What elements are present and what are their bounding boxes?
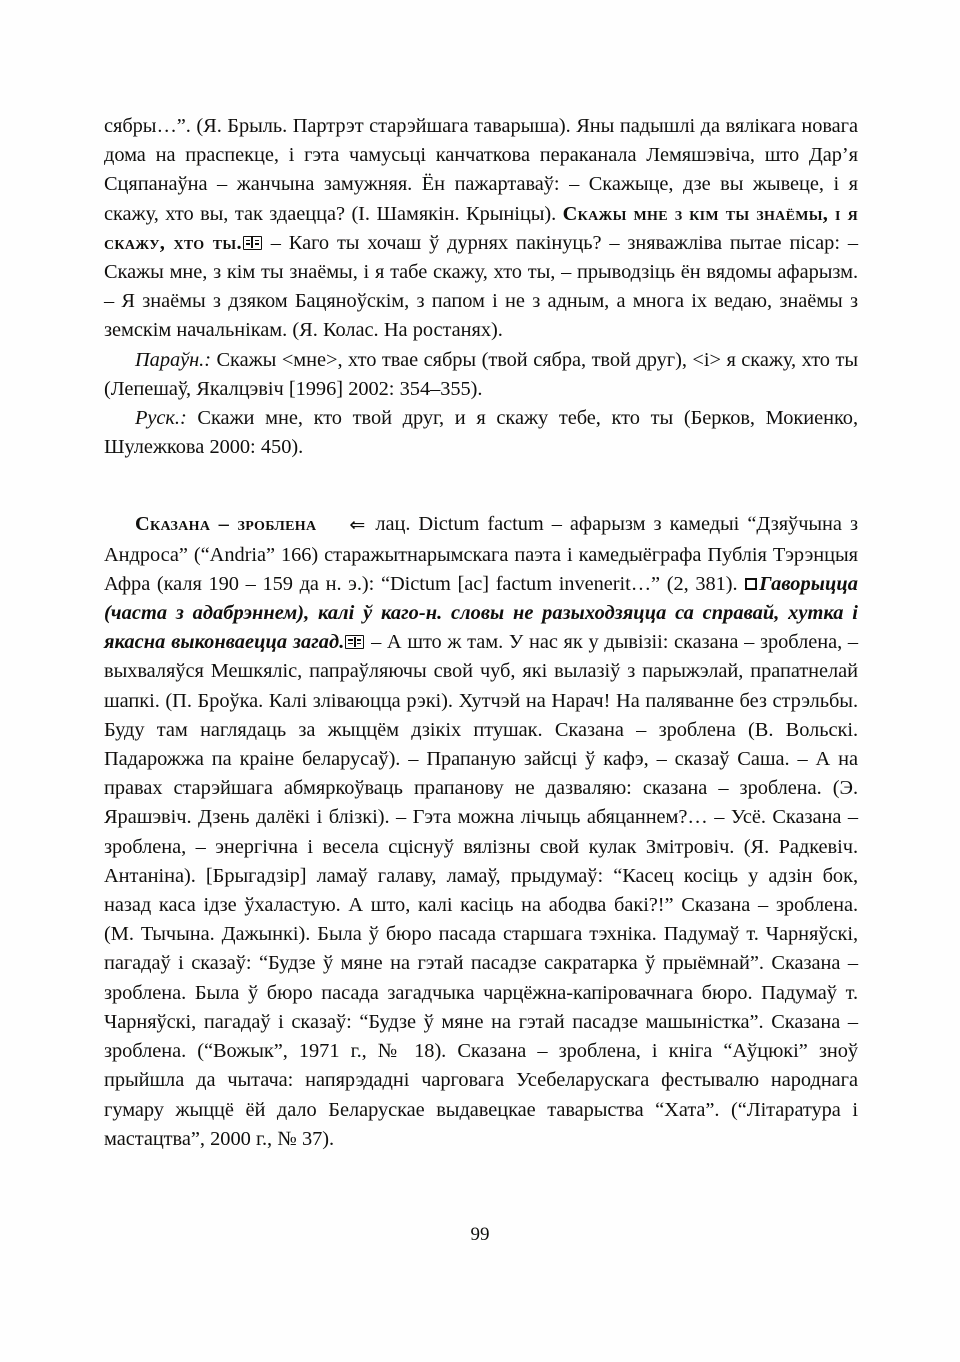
russian-label: Руск.: (135, 407, 187, 430)
entry-1-comparison-paragraph (104, 346, 858, 404)
entry-separator-gap (104, 462, 858, 510)
entry-1-lead-text: сябры…”. (Я. Брыль. Партрэт старэйшага таварыша). Яны падышлі да вялікага новага дома на праспекце, і гэта чамусьці канчаткова пераканала Лемяшэвіча, што Дар’я Сцяпанаўна – жанчына замужняя. Ён пажартаваў: – Скажыце, дзе вы жывеце, і я скажу, хто вы, так здаецца? (І. Шамякін. Крыніцы). (104, 115, 858, 225)
left-double-arrow-icon: ⇐ (349, 514, 366, 537)
entry-1-after-smallcaps-text: – Каго ты хочаш ў дурнях пакінуць? – зняважліва пытае пісар: – Скажы мне, з кім ты знаёмы, і я табе скажу, хто ты, – прыводзіць ён вядомы афарызм. – Я знаёмы з дзяком Бацяноўскім, з папом і не з адным, а многа іх ведаю, знаёмы з земскім начальнікам. (Я. Колас. На ростанях). (104, 231, 858, 342)
page-number: 99 (470, 1224, 490, 1245)
entry-2-paragraph (104, 510, 858, 1153)
white-square-icon (745, 578, 757, 590)
entry-1-russian-paragraph (104, 404, 858, 462)
entry-2-definition: Гаворыцца (часта з адабрэннем), калі ў каго-н. словы не разыходзяцца са справай, хутка і якасна выконваецца загад. (104, 572, 858, 654)
open-book-icon (243, 236, 262, 250)
entry-1-smallcaps-proverb: Скажы мне з кім ты знаёмы, і я скажу, хто ты. (104, 202, 858, 254)
open-book-icon (345, 635, 364, 649)
entry-2-etymology-text: лац. Dictum factum – афарызм з камедыі “Дзяўчына з Андроса” (“Andria” 166) старажытнарымскага паэта і камедыёграфа Публія Тэрэнцыя Афра (каля 190 – 159 да н. э.): “Dictum [ac] factum invenerit…” (2, 381). (104, 513, 858, 595)
entry-2-headword: Сказана – зроблена (135, 513, 317, 536)
text-column (104, 112, 858, 1154)
comparison-text: Скажы <мне>, хто твае сябры (твой сябра, твой друг), <і> я скажу, хто ты (Лепешаў, Якалцэвіч [1996] 2002: 354–355). (104, 348, 858, 400)
russian-text: Скажи мне, кто твой друг, и я скажу тебе, кто ты (Берков, Мокиенко, Шулежкова 2000: 450). (104, 407, 858, 459)
comparison-label: Параўн.: (135, 348, 211, 371)
entry-1-continuation-paragraph (104, 112, 858, 346)
entry-2-illustrations: – А што ж там. У нас як у дывізіі: сказана – зроблена, – выхваляўся Мешкяліс, папраўляючы свой чуб, які вылазіў з парыжэлай, прапатнелай шапкі. (П. Броўка. Калі зліваюцца рэкі). Хутчэй на Нарач! На паляванне без стрэльбы. Буду там наглядаць за жыццём дзікіх птушак. Сказана – зроблена (В. Вольскі. Падарожжа па краіне беларусаў). – Прапаную зайсці ў кафэ, – сказаў Саша. – А на правах старэйшага абмяркоўваць прапанову не дазваляю: сказана – зроблена. (Э. Ярашэвіч. Дзень далёкі і блізкі). – Гэта можна лічыць абяцаннем?… – Усё. Сказана – зроблена, – энергічна і весела сціснуў вялізны свой кулак Змітровіч. (Я. Радкевіч. Антаніна). [Брыгадзір] ламаў галаву, ламаў, прыдумаў: “Касец косіць у адзін бок, назад каса ідзе ўхаластую. А што, калі касіць на абодва бакі?!” Сказана – зроблена. (М. Тычына. Дажынкі). Была ў бюро пасада старшага тэхніка. Падумаў т. Чарняўскі, пагадаў і сказаў: “Будзе ў мяне на гэтай пасадзе сакратарка ў прыёмнай”. Сказана – зроблена. Была ў бюро пасада загадчыка чарцёжна-капіровачнага бюро. Падумаў т. Чарняўскі, пагадаў і сказаў: “Будзе ў мяне на гэтай пасадзе машыністка”. Сказана – зроблена. (“Вожык”, 1971 г., № 18). Сказана – зроблена, і кніга “Аўцюкі” зноў прыйшла да чытача: напярэдадні чарговага Усебеларускага фестывалю народнага гумару жыццё ёй дало Беларускае выдавецкае таварыства “Хата”. (“Літаратура і мастацтва”, 2000 г., № 37). (104, 631, 858, 1150)
